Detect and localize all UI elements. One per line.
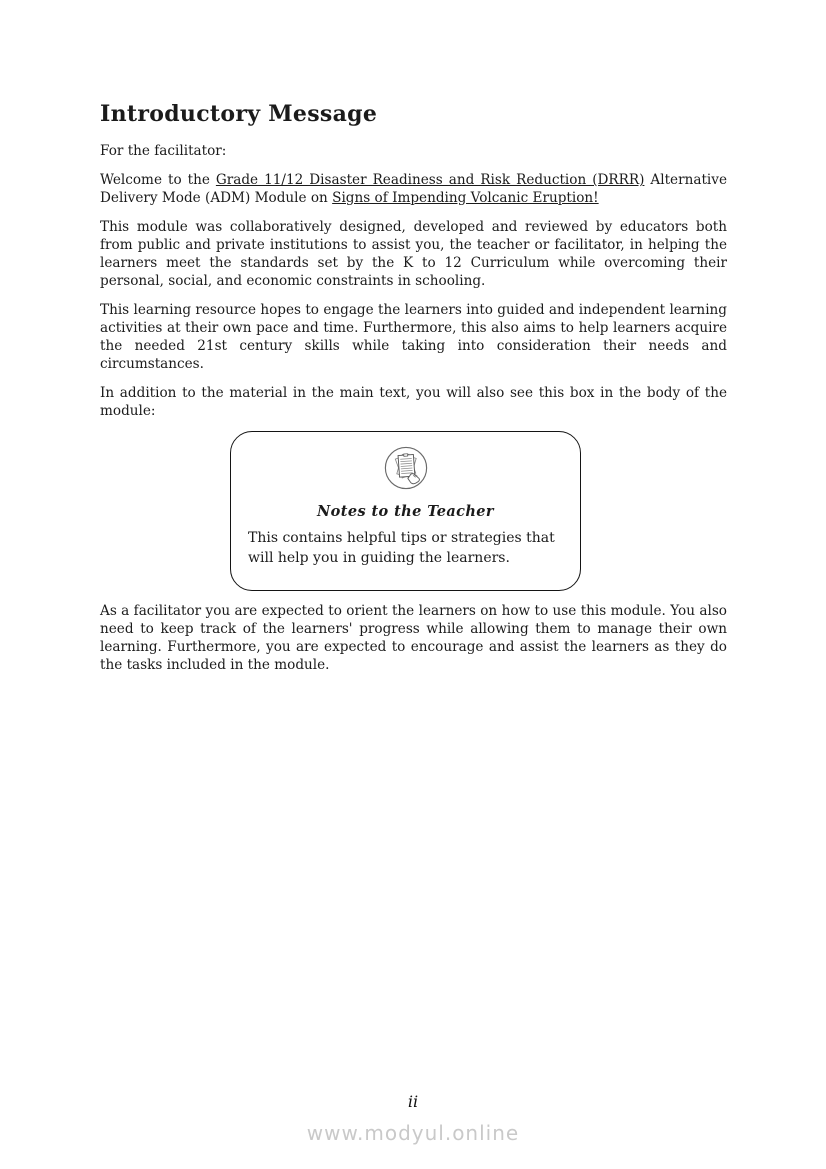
notes-box-body: This contains helpful tips or strategies that will help you in guiding the learners. <box>248 530 555 566</box>
paragraph-learning-resource: This learning resource hopes to engage the learners into guided and independent learning activities at their own pace and time. Furthermore, this also aims to help learners acquire the needed 21st century skills while taking into consideration their needs and circumstances. <box>100 302 727 372</box>
notes-icon-container <box>248 445 563 495</box>
salutation-text: For the facilitator: <box>100 143 227 159</box>
paragraph-box-intro: In addition to the material in the main text, you will also see this box in the body of the module: <box>100 385 727 419</box>
welcome-segment: Welcome to the <box>100 172 216 188</box>
paragraph-facilitator-role: As a facilitator you are expected to orient the learners on how to use this module. You also need to keep track of the learners' progress while allowing them to manage their own learning. Furthermore, you are expected to encourage and assist the learners as they do the tasks included in the module. <box>100 603 727 673</box>
notes-box-title: Notes to the Teacher <box>317 503 494 520</box>
welcome-segment: Grade 11/12 Disaster Readiness and Risk Reduction (DRRR) <box>215 172 645 188</box>
page-number: ii <box>407 1092 419 1111</box>
notes-to-teacher-box <box>230 431 581 591</box>
welcome-paragraph <box>100 171 727 207</box>
welcome-segment: Alternative Delivery Mode (ADM) Module on <box>100 172 727 206</box>
papers-in-hand-icon <box>383 445 429 491</box>
page-title: Introductory Message <box>100 101 378 127</box>
page-content <box>100 101 727 685</box>
welcome-segment: Signs of Impending Volcanic Eruption! <box>332 190 599 206</box>
watermark-text: www.modyul.online <box>306 1121 520 1145</box>
paragraph-module-design: This module was collaboratively designed, developed and reviewed by educators both from public and private institutions to assist you, the teacher or facilitator, in helping the learners meet the standards set by the K to 12 Curriculum while overcoming their personal, social, and economic constraints in schooling. <box>100 219 727 289</box>
